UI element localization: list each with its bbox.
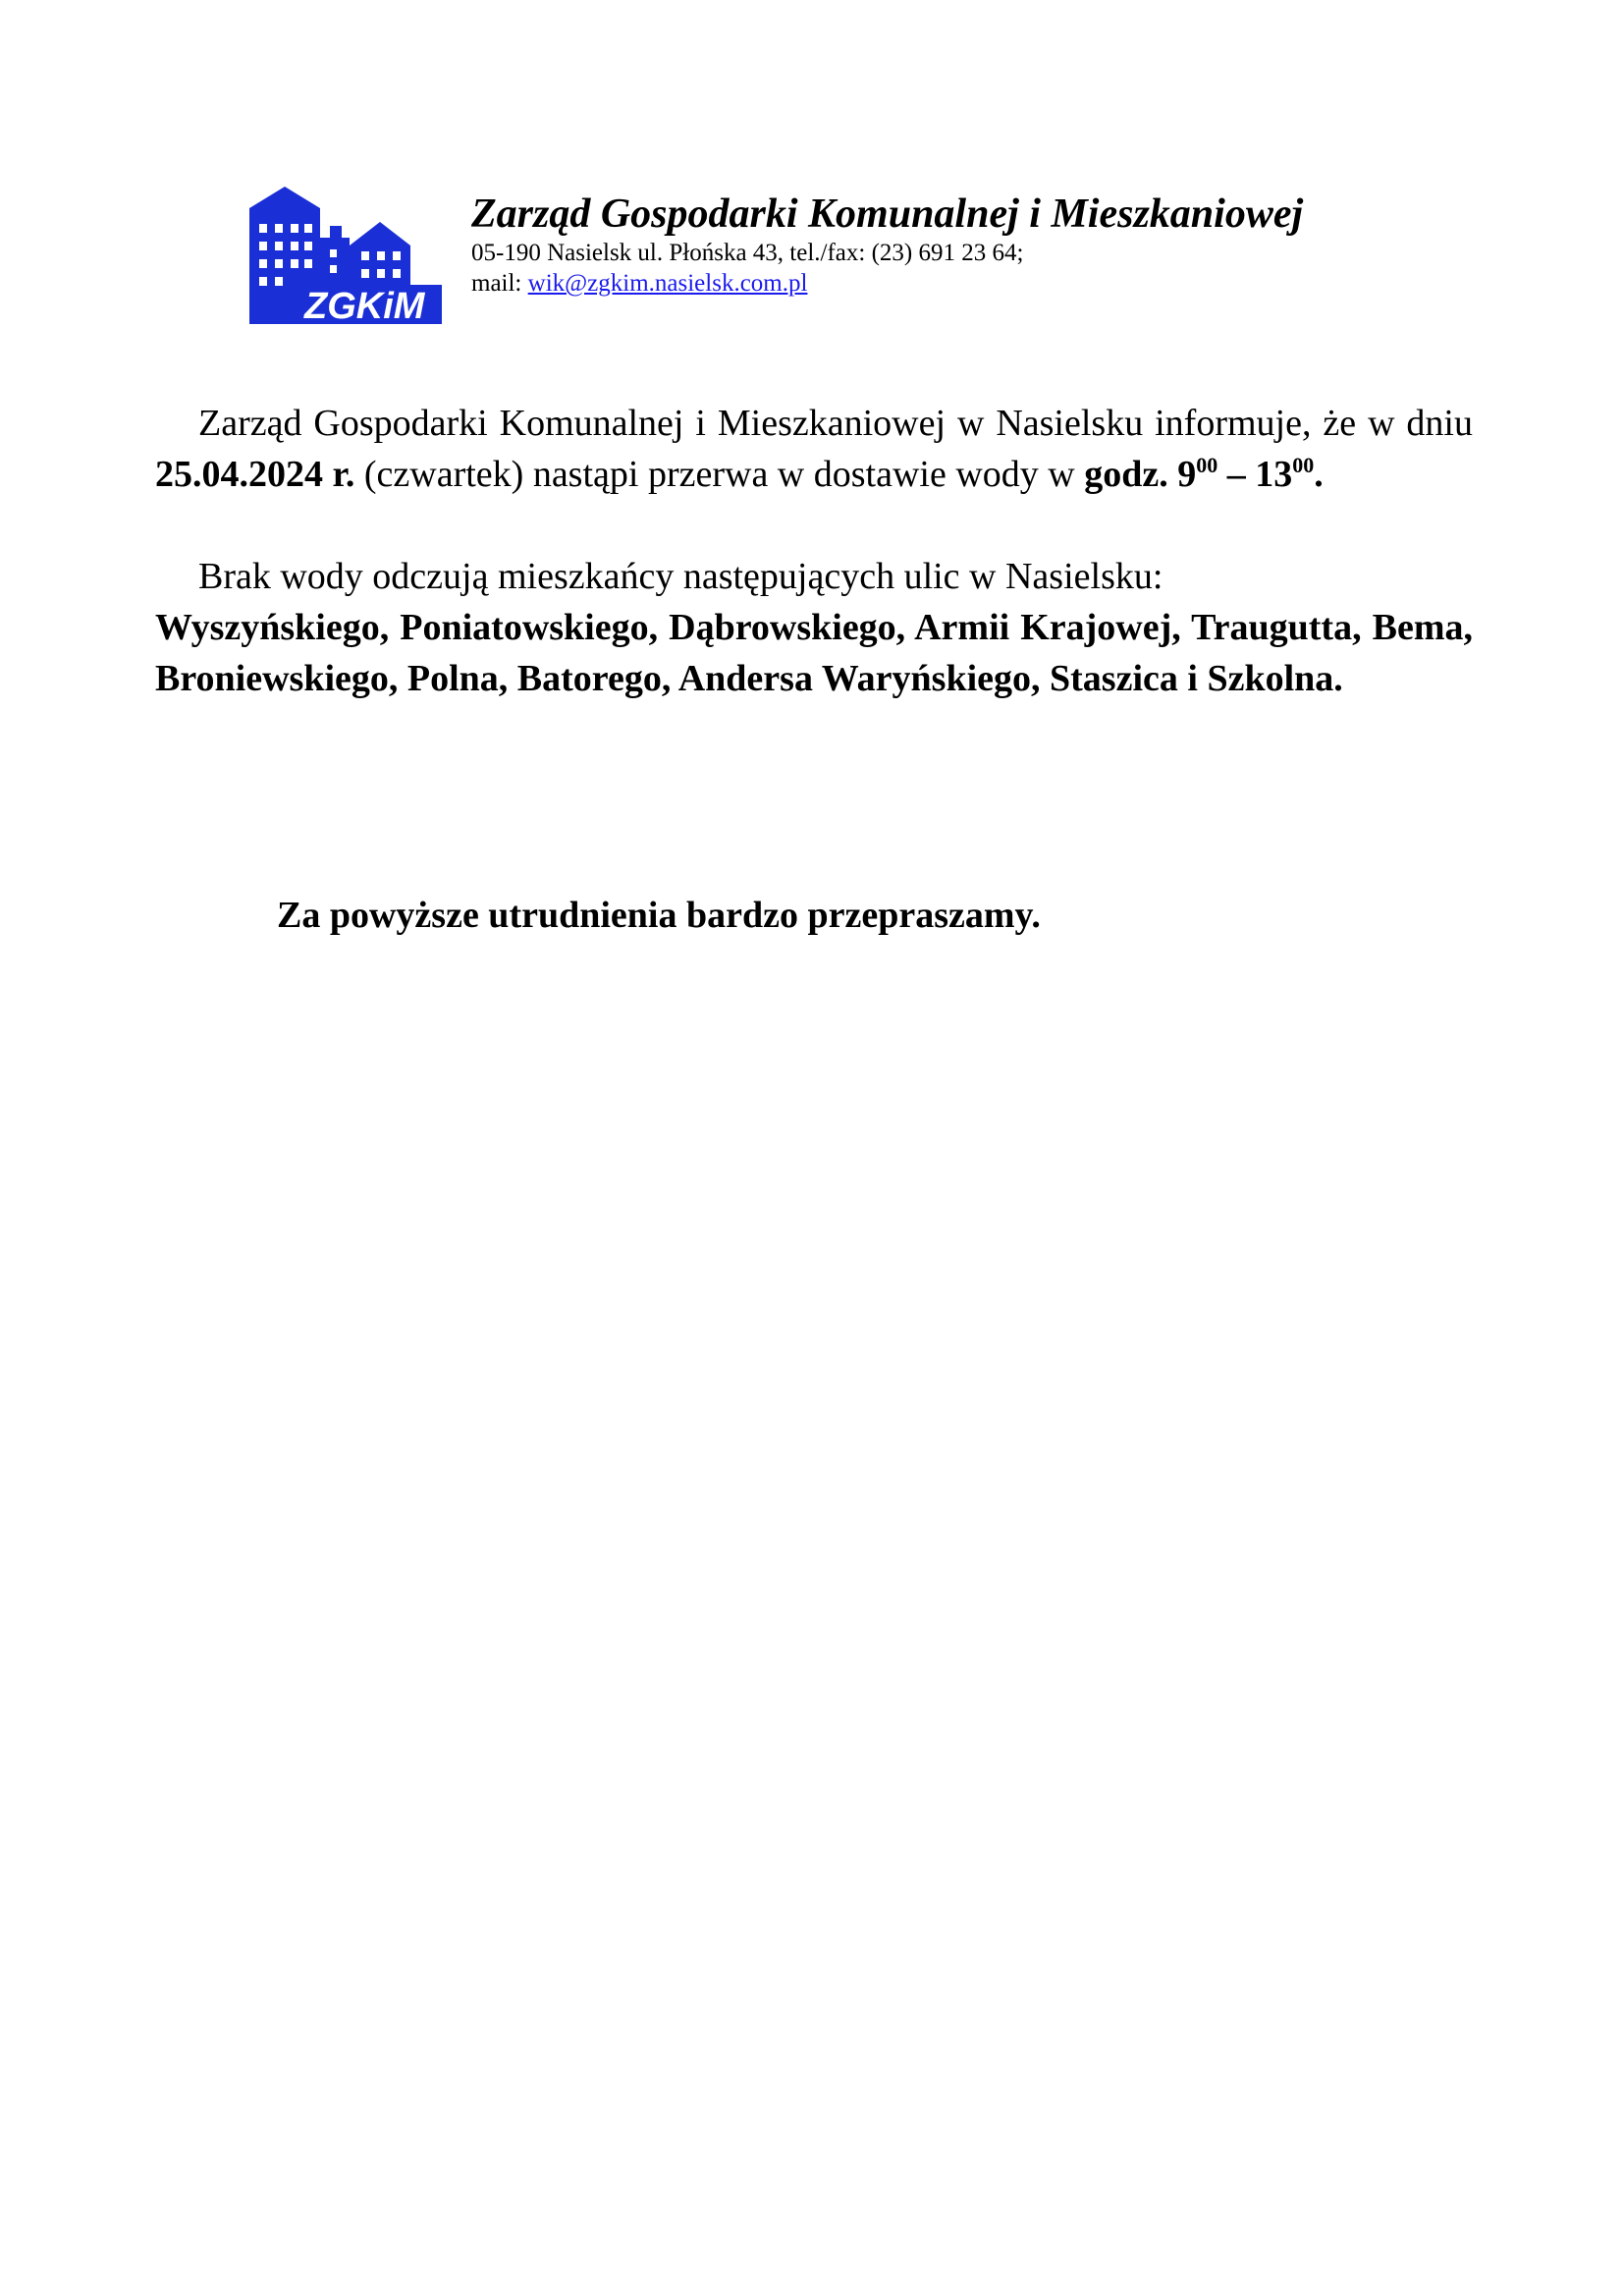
organization-info (471, 191, 1453, 299)
letterhead (247, 187, 1485, 324)
hours-start-minutes: 00 (1196, 453, 1218, 477)
organization-mail (471, 268, 1453, 299)
hours-label: godz. 9 (1084, 454, 1197, 495)
notice-date: 25.04.2024 r. (155, 454, 355, 495)
organization-name: Zarząd Gospodarki Komunalnej i Mieszkaniowej (471, 191, 1304, 237)
hours-end: . (1314, 454, 1324, 495)
logo-text: ZGKiM (304, 286, 425, 324)
mail-link[interactable]: wik@zgkim.nasielsk.com.pl (527, 270, 808, 297)
notice-intro: Zarząd Gospodarki Komunalnej i Mieszkaniowej w Nasielsku informuje, że w dniu (198, 403, 1473, 444)
notice-hours (1084, 454, 1324, 495)
buildings-logo-icon (247, 187, 442, 324)
zgkim-logo (247, 187, 442, 324)
paragraph-spacer (155, 500, 1473, 551)
hours-dash: – 13 (1217, 454, 1293, 495)
apology-text: Za powyższe utrudnienia bardzo przepraszamy. (277, 895, 1041, 936)
mail-label: mail: (471, 270, 528, 297)
organization-address: 05-190 Nasielsk ul. Płońska 43, tel./fax: (23) 691 23 64; (471, 240, 1024, 266)
hours-end-minutes: 00 (1292, 453, 1315, 477)
notice-after-date: (czwartek) nastąpi przerwa w dostawie wody w (354, 454, 1085, 495)
affected-streets: Wyszyńskiego, Poniatowskiego, Dąbrowskiego, Armii Krajowej, Traugutta, Bema, Broniewskiego, Polna, Batorego, Andersa Waryńskiego, Staszica i Szkolna. (155, 607, 1473, 699)
affected-intro: Brak wody odczują mieszkańcy następujących ulic w Nasielsku: (198, 556, 1163, 597)
notice-body (155, 398, 1473, 704)
notice-paragraph (155, 398, 1473, 500)
